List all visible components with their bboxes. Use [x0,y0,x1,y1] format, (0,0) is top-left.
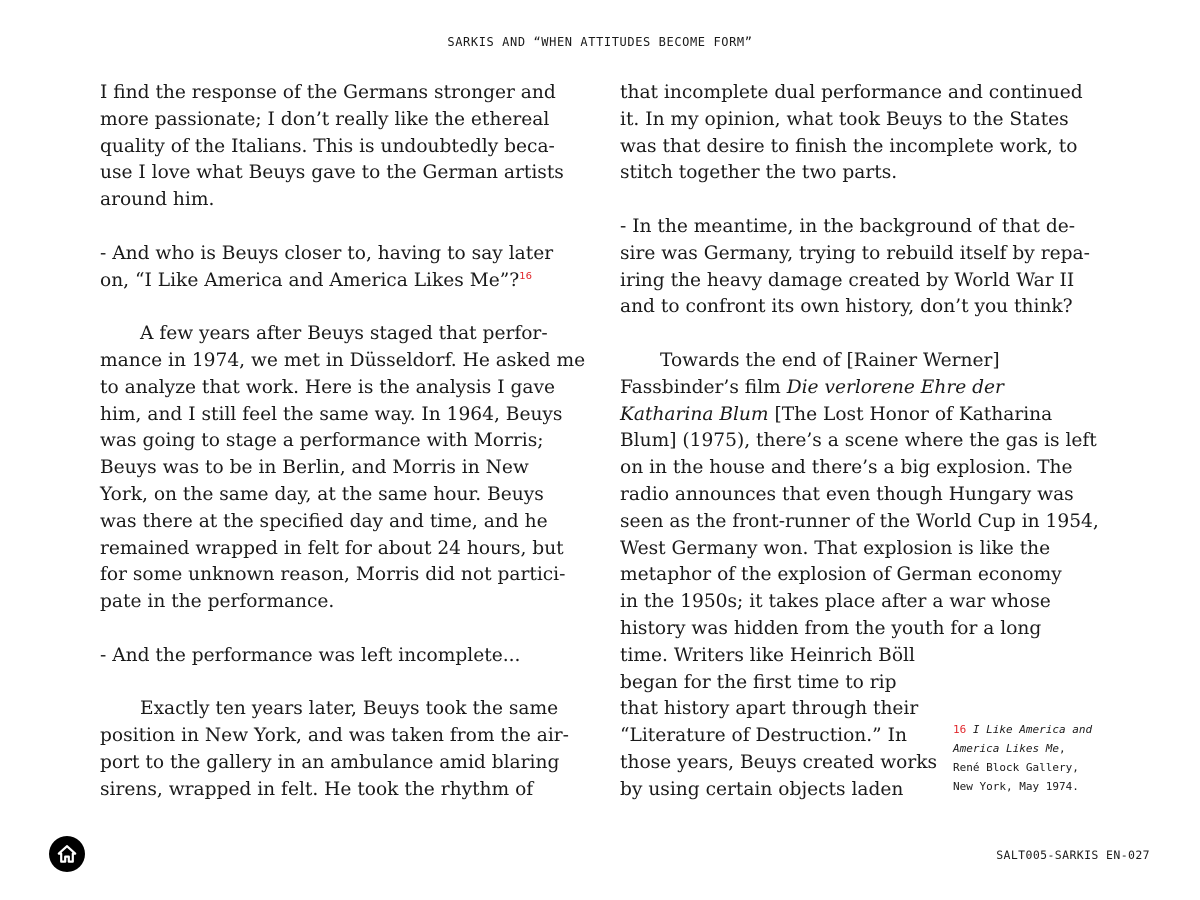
text-line: sire was Germany, trying to rebuild itself by repa- [620,242,1090,264]
text-line: sirens, wrapped in felt. He took the rhythm of [100,778,534,800]
running-header: SARKIS AND “WHEN ATTITUDES BECOME FORM” [447,35,753,49]
text-line: pate in the performance. [100,591,335,613]
paragraph-4 [620,80,1100,187]
text-line: by using certain objects laden [620,778,904,800]
text-fragment: [The Lost Honor of Katharina [768,403,1053,425]
text-line [100,268,582,295]
text-line: use I love what Beuys gave to the German artists [100,162,564,184]
footnote-line [953,720,1153,739]
text-line: position in New York, and was taken from the air- [100,725,569,747]
home-button[interactable] [49,836,85,872]
paragraph-1 [100,80,582,214]
text-line: and to confront its own history, don’t you think? [620,296,1073,318]
text-line: - In the meantime, in the background of that de- [620,215,1076,237]
text-line: on in the house and there’s a big explosion. The [620,457,1073,479]
question-2 [100,643,582,670]
text-line: more passionate; I don’t really like the ethereal [100,108,550,130]
footnote-line: New York, May 1974. [953,780,1079,793]
text-line: A few years after Beuys staged that perfor- [140,323,548,345]
text-line: Blum] (1975), there’s a scene where the gas is left [620,430,1097,452]
footnote-line [953,739,1153,758]
text-line [620,402,1100,429]
text-fragment: , [1058,742,1066,755]
question-3 [620,214,1100,321]
text-line: iring the heavy damage created by World War II [620,269,1075,291]
text-fragment: on, “I Like America and America Likes Me”? [100,269,520,291]
footnote-number: 16 [953,723,967,736]
paragraph-3 [100,696,582,803]
text-line: began for the first time to rip [620,671,897,693]
text-line: time. Writers like Heinrich Böll [620,644,915,666]
footnote-ref[interactable]: 16 [519,270,532,282]
home-icon [57,844,77,864]
text-line: seen as the front-runner of the World Cup in 1954, [620,510,1099,532]
text-line: Beuys was to be in Berlin, and Morris in New [100,457,529,479]
page-code: SALT005-SARKIS EN-027 [996,848,1150,862]
text-line: that history apart through their [620,698,919,720]
footnote-title: I Like America and [972,723,1093,736]
text-line: to analyze that work. Here is the analysis I gave [100,376,555,398]
text-line: I find the response of the Germans stronger and [100,82,556,103]
paragraph-2 [100,321,586,616]
film-title-italic: Katharina Blum [620,403,769,425]
text-line [620,375,1100,402]
text-line: around him. [100,189,215,211]
right-column [620,80,1100,830]
left-column [100,80,586,830]
text-line: was going to stage a performance with Morris; [100,430,544,452]
text-line: port to the gallery in an ambulance amid blaring [100,751,560,773]
text-line: stitch together the two parts. [620,162,898,184]
text-line: West Germany won. That explosion is like the [620,537,1051,559]
text-line: in the 1950s; it takes place after a war whose [620,591,1051,613]
text-line: quality of the Italians. This is undoubtedly beca- [100,135,555,157]
footnote-line: René Block Gallery, [953,761,1079,774]
text-line: Exactly ten years later, Beuys took the same [140,698,559,720]
text-line: - And who is Beuys closer to, having to say later [100,242,554,264]
text-line: it. In my opinion, what took Beuys to the States [620,108,1069,130]
text-line: - And the performance was left incomplete... [100,644,521,666]
text-line: “Literature of Destruction.” In [620,725,907,747]
text-fragment: Fassbinder’s film [620,376,787,398]
footnote-16 [953,720,1153,796]
text-line: York, on the same day, at the same hour. Beuys [100,483,544,505]
film-title-italic: Die verlorene Ehre der [786,376,1004,398]
text-line: for some unknown reason, Morris did not partici- [100,564,566,586]
text-line: those years, Beuys created works [620,751,938,773]
text-line: mance in 1974, we met in Düsseldorf. He asked me [100,349,586,371]
text-line: metaphor of the explosion of German economy [620,564,1062,586]
text-line: him, and I still feel the same way. In 1964, Beuys [100,403,563,425]
text-line: remained wrapped in felt for about 24 hours, but [100,537,564,559]
text-line: radio announces that even though Hungary was [620,483,1074,505]
text-line: Towards the end of [Rainer Werner] [660,349,1000,371]
question-1 [100,241,582,295]
footnote-title: America Likes Me [953,742,1059,755]
text-line: that incomplete dual performance and continued [620,82,1083,103]
text-line: history was hidden from the youth for a long [620,617,1042,639]
text-line: was there at the specified day and time, and he [100,510,548,532]
text-line: was that desire to finish the incomplete work, to [620,135,1078,157]
